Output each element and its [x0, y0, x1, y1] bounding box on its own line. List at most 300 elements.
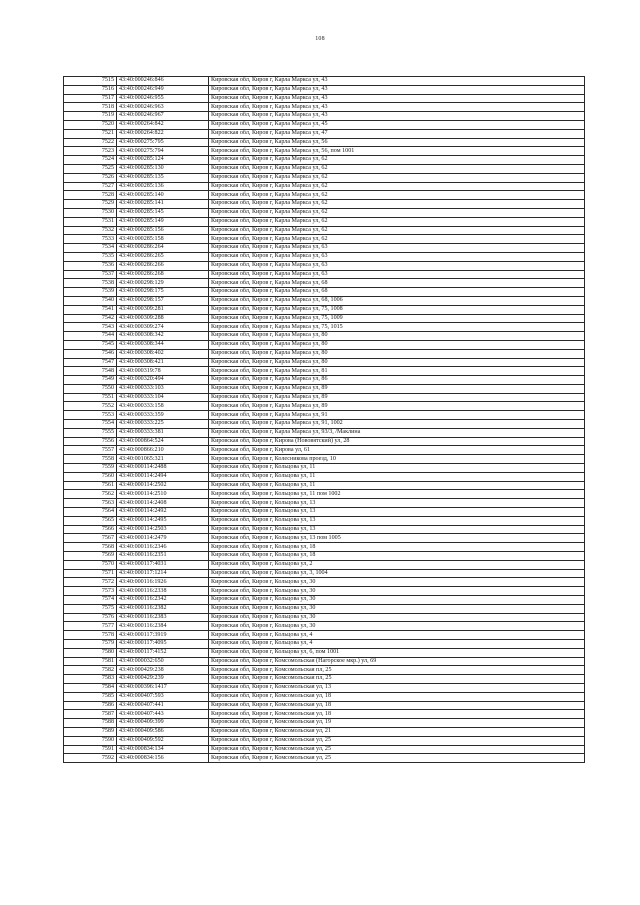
cadastral-number-cell: 43:40:000117:1214: [117, 569, 209, 578]
address-cell: Кировская обл, Киров г, Карла Маркса ул, 80: [209, 358, 585, 367]
table-row: [64, 613, 585, 622]
cadastral-number-cell: 43:40:000333:103: [117, 384, 209, 393]
table-row: [64, 279, 585, 288]
row-number-cell: 7580: [64, 648, 117, 657]
table-row: [64, 631, 585, 640]
table-row: [64, 543, 585, 552]
cadastral-number-cell: 43:40:000309:274: [117, 323, 209, 332]
table-row: [64, 340, 585, 349]
address-cell: Кировская обл, Киров г, Карла Маркса ул, 62: [209, 164, 585, 173]
row-number-cell: 7550: [64, 384, 117, 393]
row-number-cell: 7591: [64, 745, 117, 754]
row-number-cell: 7569: [64, 552, 117, 561]
table-row: [64, 560, 585, 569]
cadastral-number-cell: 43:40:000285:124: [117, 156, 209, 165]
address-cell: Кировская обл, Киров г, Карла Маркса ул, 93/3, /Маклина: [209, 428, 585, 437]
row-number-cell: 7519: [64, 112, 117, 121]
row-number-cell: 7526: [64, 173, 117, 182]
row-number-cell: 7548: [64, 367, 117, 376]
row-number-cell: 7517: [64, 94, 117, 103]
address-cell: Кировская обл, Киров г, Кольцова ул, 4: [209, 631, 585, 640]
address-cell: Кировская обл, Киров г, Кольцова ул, 13: [209, 508, 585, 517]
row-number-cell: 7562: [64, 490, 117, 499]
address-cell: Кировская обл, Киров г, Карла Маркса ул, 62: [209, 208, 585, 217]
cadastral-number-cell: 43:40:000333:158: [117, 402, 209, 411]
row-number-cell: 7552: [64, 402, 117, 411]
row-number-cell: 7545: [64, 340, 117, 349]
address-cell: Кировская обл, Киров г, Карла Маркса ул, 43: [209, 103, 585, 112]
address-cell: Кировская обл, Киров г, Кольцова ул, 18: [209, 543, 585, 552]
row-number-cell: 7535: [64, 252, 117, 261]
address-cell: Кировская обл, Киров г, Карла Маркса ул, 56, пом 1001: [209, 147, 585, 156]
row-number-cell: 7583: [64, 675, 117, 684]
row-number-cell: 7553: [64, 411, 117, 420]
cadastral-number-cell: 43:40:000246:963: [117, 103, 209, 112]
cadastral-number-cell: 43:40:000333:381: [117, 428, 209, 437]
table-row: [64, 200, 585, 209]
cadastral-number-cell: 43:40:000285:158: [117, 235, 209, 244]
row-number-cell: 7574: [64, 596, 117, 605]
table-row: [64, 692, 585, 701]
row-number-cell: 7542: [64, 314, 117, 323]
table-row: [64, 235, 585, 244]
cadastral-number-cell: 43:40:000114:2510: [117, 490, 209, 499]
address-cell: Кировская обл, Киров г, Карла Маркса ул, 45: [209, 120, 585, 129]
address-cell: Кировская обл, Киров г, Кольцова ул, 11: [209, 472, 585, 481]
address-cell: Кировская обл, Киров г, Карла Маркса ул, 89: [209, 393, 585, 402]
address-cell: Кировская обл, Киров г, Комсомольская пл, 25: [209, 675, 585, 684]
address-cell: Кировская обл, Киров г, Карла Маркса ул, 68, 1006: [209, 296, 585, 305]
row-number-cell: 7541: [64, 305, 117, 314]
cadastral-number-cell: 43:40:000116:2346: [117, 543, 209, 552]
table-row: [64, 393, 585, 402]
cadastral-number-cell: 43:40:000116:2351: [117, 552, 209, 561]
table-row: [64, 296, 585, 305]
row-number-cell: 7549: [64, 376, 117, 385]
address-cell: Кировская обл, Киров г, Комсомольская ул, 18: [209, 692, 585, 701]
table-row: [64, 376, 585, 385]
address-cell: Кировская обл, Киров г, Кольцова ул, 11: [209, 481, 585, 490]
address-cell: Кировская обл, Киров г, Комсомольская ул, 25: [209, 745, 585, 754]
cadastral-number-cell: 43:40:000285:135: [117, 173, 209, 182]
table-row: [64, 191, 585, 200]
row-number-cell: 7543: [64, 323, 117, 332]
row-number-cell: 7586: [64, 701, 117, 710]
cadastral-number-cell: 43:40:000116:2384: [117, 622, 209, 631]
table-row: [64, 437, 585, 446]
cadastral-number-cell: 43:40:000333:104: [117, 393, 209, 402]
table-row: [64, 745, 585, 754]
table-row: [64, 578, 585, 587]
cadastral-number-cell: 43:40:000114:2503: [117, 525, 209, 534]
table-row: [64, 569, 585, 578]
table-row: [64, 525, 585, 534]
table-row: [64, 455, 585, 464]
cadastral-number-cell: 43:40:000396:1417: [117, 683, 209, 692]
address-cell: Кировская обл, Киров г, Кольцова ул, 18: [209, 552, 585, 561]
cadastral-number-cell: 43:40:000864:524: [117, 437, 209, 446]
table-row: [64, 147, 585, 156]
table-row: [64, 622, 585, 631]
row-number-cell: 7525: [64, 164, 117, 173]
address-cell: Кировская обл, Киров г, Карла Маркса ул, 91, 1002: [209, 420, 585, 429]
address-cell: Кировская обл, Киров г, Карла Маркса ул, 81: [209, 367, 585, 376]
row-number-cell: 7524: [64, 156, 117, 165]
cadastral-number-cell: 43:40:000114:2492: [117, 508, 209, 517]
address-cell: Кировская обл, Киров г, Карла Маркса ул, 62: [209, 173, 585, 182]
address-cell: Кировская обл, Киров г, Комсомольская ул, 18: [209, 701, 585, 710]
cadastral-number-cell: 43:40:000114:2502: [117, 481, 209, 490]
row-number-cell: 7538: [64, 279, 117, 288]
cadastral-number-cell: 43:40:000319:78: [117, 367, 209, 376]
table-row: [64, 367, 585, 376]
table-row: [64, 428, 585, 437]
table-row: [64, 261, 585, 270]
registry-body: [64, 77, 585, 763]
cadastral-number-cell: 43:40:000032:650: [117, 657, 209, 666]
cadastral-number-cell: 43:40:000246:949: [117, 85, 209, 94]
row-number-cell: 7581: [64, 657, 117, 666]
table-row: [64, 77, 585, 86]
cadastral-number-cell: 43:40:000117:3919: [117, 631, 209, 640]
row-number-cell: 7537: [64, 270, 117, 279]
table-row: [64, 596, 585, 605]
cadastral-number-cell: 43:40:000409:592: [117, 736, 209, 745]
address-cell: Кировская обл, Киров г, Кольцова ул, 4: [209, 640, 585, 649]
row-number-cell: 7539: [64, 288, 117, 297]
table-row: [64, 314, 585, 323]
table-row: [64, 411, 585, 420]
table-row: [64, 120, 585, 129]
cadastral-number-cell: 43:40:000114:2408: [117, 499, 209, 508]
row-number-cell: 7556: [64, 437, 117, 446]
address-cell: Кировская обл, Киров г, Карла Маркса ул, 43: [209, 85, 585, 94]
row-number-cell: 7566: [64, 525, 117, 534]
table-row: [64, 640, 585, 649]
row-number-cell: 7575: [64, 604, 117, 613]
cadastral-number-cell: 43:40:000429:238: [117, 666, 209, 675]
table-row: [64, 323, 585, 332]
row-number-cell: 7551: [64, 393, 117, 402]
row-number-cell: 7527: [64, 182, 117, 191]
address-cell: Кировская обл, Киров г, Карла Маркса ул, 80: [209, 340, 585, 349]
address-cell: Кировская обл, Киров г, Карла Маркса ул, 62: [209, 226, 585, 235]
table-row: [64, 472, 585, 481]
table-row: [64, 288, 585, 297]
table-row: [64, 683, 585, 692]
row-number-cell: 7544: [64, 332, 117, 341]
cadastral-number-cell: 43:40:000298:129: [117, 279, 209, 288]
row-number-cell: 7515: [64, 77, 117, 86]
cadastral-number-cell: 43:40:000117:4095: [117, 640, 209, 649]
cadastral-number-cell: 43:40:000264:842: [117, 120, 209, 129]
table-row: [64, 446, 585, 455]
address-cell: Кировская обл, Киров г, Комсомольская ул, 21: [209, 727, 585, 736]
row-number-cell: 7565: [64, 516, 117, 525]
cadastral-number-cell: 43:40:000308:402: [117, 349, 209, 358]
cadastral-number-cell: 43:40:000114:2479: [117, 534, 209, 543]
table-row: [64, 719, 585, 728]
table-row: [64, 270, 585, 279]
row-number-cell: 7567: [64, 534, 117, 543]
table-row: [64, 675, 585, 684]
cadastral-number-cell: 43:40:000246:955: [117, 94, 209, 103]
address-cell: Кировская обл, Киров г, Кольцова ул, 30: [209, 613, 585, 622]
table-row: [64, 112, 585, 121]
row-number-cell: 7585: [64, 692, 117, 701]
table-row: [64, 358, 585, 367]
table-row: [64, 552, 585, 561]
cadastral-number-cell: 43:40:000407:441: [117, 701, 209, 710]
row-number-cell: 7579: [64, 640, 117, 649]
row-number-cell: 7568: [64, 543, 117, 552]
cadastral-number-cell: 43:40:000114:2495: [117, 516, 209, 525]
table-row: [64, 499, 585, 508]
table-row: [64, 208, 585, 217]
address-cell: Кировская обл, Киров г, Карла Маркса ул, 62: [209, 217, 585, 226]
table-row: [64, 182, 585, 191]
cadastral-number-cell: 43:40:000834:156: [117, 754, 209, 763]
table-row: [64, 94, 585, 103]
address-cell: Кировская обл, Киров г, Карла Маркса ул, 63: [209, 261, 585, 270]
address-cell: Кировская обл, Киров г, Карла Маркса ул, 91: [209, 411, 585, 420]
address-cell: Кировская обл, Киров г, Кирова ул, 61: [209, 446, 585, 455]
cadastral-number-cell: 43:40:000308:421: [117, 358, 209, 367]
table-row: [64, 156, 585, 165]
cadastral-number-cell: 43:40:000285:130: [117, 164, 209, 173]
address-cell: Кировская обл, Киров г, Кольцова ул, 30: [209, 622, 585, 631]
cadastral-number-cell: 43:40:000333:359: [117, 411, 209, 420]
address-cell: Кировская обл, Киров г, Карла Маркса ул, 43: [209, 77, 585, 86]
table-row: [64, 710, 585, 719]
row-number-cell: 7546: [64, 349, 117, 358]
table-row: [64, 754, 585, 763]
address-cell: Кировская обл, Киров г, Карла Маркса ул, 62: [209, 235, 585, 244]
table-row: [64, 508, 585, 517]
table-row: [64, 481, 585, 490]
address-cell: Кировская обл, Киров г, Кольцова ул, 3, 1004: [209, 569, 585, 578]
cadastral-number-cell: 43:40:000834:134: [117, 745, 209, 754]
table-row: [64, 332, 585, 341]
table-row: [64, 349, 585, 358]
cadastral-number-cell: 43:40:000866:210: [117, 446, 209, 455]
table-row: [64, 164, 585, 173]
row-number-cell: 7560: [64, 472, 117, 481]
table-row: [64, 701, 585, 710]
cadastral-number-cell: 43:40:000333:225: [117, 420, 209, 429]
address-cell: Кировская обл, Киров г, Кольцова ул, 30: [209, 596, 585, 605]
table-row: [64, 736, 585, 745]
cadastral-number-cell: 43:40:000286:265: [117, 252, 209, 261]
address-cell: Кировская обл, Киров г, Карла Маркса ул, 89: [209, 384, 585, 393]
table-row: [64, 305, 585, 314]
address-cell: Кировская обл, Киров г, Карла Маркса ул, 62: [209, 191, 585, 200]
row-number-cell: 7529: [64, 200, 117, 209]
table-row: [64, 138, 585, 147]
row-number-cell: 7576: [64, 613, 117, 622]
address-cell: Кировская обл, Киров г, Карла Маркса ул, 80: [209, 349, 585, 358]
address-cell: Кировская обл, Киров г, Карла Маркса ул, 56: [209, 138, 585, 147]
cadastral-number-cell: 43:40:000275:795: [117, 138, 209, 147]
address-cell: Кировская обл, Киров г, Карла Маркса ул, 62: [209, 200, 585, 209]
row-number-cell: 7547: [64, 358, 117, 367]
row-number-cell: 7592: [64, 754, 117, 763]
cadastral-number-cell: 43:40:000246:967: [117, 112, 209, 121]
address-cell: Кировская обл, Киров г, Карла Маркса ул, 68: [209, 279, 585, 288]
table-row: [64, 252, 585, 261]
row-number-cell: 7589: [64, 727, 117, 736]
address-cell: Кировская обл, Киров г, Комсомольская ул, 25: [209, 736, 585, 745]
table-row: [64, 103, 585, 112]
row-number-cell: 7590: [64, 736, 117, 745]
cadastral-number-cell: 43:40:000285:149: [117, 217, 209, 226]
cadastral-number-cell: 43:40:000114:2488: [117, 464, 209, 473]
cadastral-number-cell: 43:40:000298:157: [117, 296, 209, 305]
cadastral-number-cell: 43:40:000285:145: [117, 208, 209, 217]
cadastral-number-cell: 43:40:000116:2383: [117, 613, 209, 622]
address-cell: Кировская обл, Киров г, Карла Маркса ул, 63: [209, 270, 585, 279]
address-cell: Кировская обл, Киров г, Кольцова ул, 30: [209, 578, 585, 587]
cadastral-number-cell: 43:40:000407:593: [117, 692, 209, 701]
cadastral-number-cell: 43:40:000298:175: [117, 288, 209, 297]
table-row: [64, 129, 585, 138]
row-number-cell: 7588: [64, 719, 117, 728]
table-row: [64, 666, 585, 675]
address-cell: Кировская обл, Киров г, Комсомольская (Нагорское мкр.) ул, 69: [209, 657, 585, 666]
row-number-cell: 7578: [64, 631, 117, 640]
cadastral-number-cell: 43:40:000246:846: [117, 77, 209, 86]
address-cell: Кировская обл, Киров г, Карла Маркса ул, 43: [209, 94, 585, 103]
address-cell: Кировская обл, Киров г, Карла Маркса ул, 63: [209, 252, 585, 261]
cadastral-number-cell: 43:40:000116:2382: [117, 604, 209, 613]
cadastral-number-cell: 43:40:000286:264: [117, 244, 209, 253]
table-row: [64, 217, 585, 226]
row-number-cell: 7570: [64, 560, 117, 569]
table-row: [64, 173, 585, 182]
address-cell: Кировская обл, Киров г, Карла Маркса ул, 75, 1015: [209, 323, 585, 332]
address-cell: Кировская обл, Киров г, Кольцова ул, 13: [209, 499, 585, 508]
address-cell: Кировская обл, Киров г, Карла Маркса ул, 86: [209, 376, 585, 385]
cadastral-number-cell: 43:40:000429:239: [117, 675, 209, 684]
address-cell: Кировская обл, Киров г, Кольцова ул, 2: [209, 560, 585, 569]
address-cell: Кировская обл, Киров г, Кольцова ул, 13 пом 1005: [209, 534, 585, 543]
page-number: 108: [315, 36, 325, 42]
cadastral-number-cell: 43:40:000117:4031: [117, 560, 209, 569]
row-number-cell: 7536: [64, 261, 117, 270]
cadastral-number-cell: 43:40:000116:2342: [117, 596, 209, 605]
table-row: [64, 657, 585, 666]
cadastral-number-cell: 43:40:000285:136: [117, 182, 209, 191]
row-number-cell: 7557: [64, 446, 117, 455]
table-row: [64, 534, 585, 543]
row-number-cell: 7520: [64, 120, 117, 129]
cadastral-number-cell: 43:40:000285:156: [117, 226, 209, 235]
address-cell: Кировская обл, Киров г, Карла Маркса ул, 68: [209, 288, 585, 297]
address-cell: Кировская обл, Киров г, Карла Маркса ул, 62: [209, 156, 585, 165]
table-row: [64, 244, 585, 253]
cadastral-number-cell: 43:40:000409:399: [117, 719, 209, 728]
property-registry-table: [63, 76, 585, 763]
cadastral-number-cell: 43:40:000409:586: [117, 727, 209, 736]
address-cell: Кировская обл, Киров г, Карла Маркса ул, 89: [209, 402, 585, 411]
cadastral-number-cell: 43:40:000116:1926: [117, 578, 209, 587]
row-number-cell: 7571: [64, 569, 117, 578]
row-number-cell: 7554: [64, 420, 117, 429]
table-row: [64, 464, 585, 473]
row-number-cell: 7559: [64, 464, 117, 473]
table-row: [64, 516, 585, 525]
cadastral-number-cell: 43:40:000407:443: [117, 710, 209, 719]
row-number-cell: 7572: [64, 578, 117, 587]
cadastral-number-cell: 43:40:000309:288: [117, 314, 209, 323]
cadastral-number-cell: 43:40:000286:266: [117, 261, 209, 270]
address-cell: Кировская обл, Киров г, Комсомольская ул, 18: [209, 710, 585, 719]
cadastral-number-cell: 43:40:000114:2494: [117, 472, 209, 481]
cadastral-number-cell: 43:40:000285:141: [117, 200, 209, 209]
address-cell: Кировская обл, Киров г, Комсомольская пл, 25: [209, 666, 585, 675]
row-number-cell: 7530: [64, 208, 117, 217]
table-row: [64, 420, 585, 429]
row-number-cell: 7523: [64, 147, 117, 156]
table-row: [64, 85, 585, 94]
row-number-cell: 7564: [64, 508, 117, 517]
table-row: [64, 384, 585, 393]
address-cell: Кировская обл, Киров г, Кирова (Нововятский) ул, 28: [209, 437, 585, 446]
row-number-cell: 7521: [64, 129, 117, 138]
address-cell: Кировская обл, Киров г, Кольцова ул, 13: [209, 525, 585, 534]
cadastral-number-cell: 43:40:000117:4152: [117, 648, 209, 657]
row-number-cell: 7587: [64, 710, 117, 719]
address-cell: Кировская обл, Киров г, Комсомольская ул, 13: [209, 683, 585, 692]
cadastral-number-cell: 43:40:000308:342: [117, 332, 209, 341]
row-number-cell: 7532: [64, 226, 117, 235]
address-cell: Кировская обл, Киров г, Кольцова ул, 30: [209, 587, 585, 596]
address-cell: Кировская обл, Киров г, Карла Маркса ул, 80: [209, 332, 585, 341]
row-number-cell: 7534: [64, 244, 117, 253]
row-number-cell: 7555: [64, 428, 117, 437]
address-cell: Кировская обл, Киров г, Карла Маркса ул, 62: [209, 182, 585, 191]
table-row: [64, 648, 585, 657]
row-number-cell: 7528: [64, 191, 117, 200]
cadastral-number-cell: 43:40:000309:281: [117, 305, 209, 314]
row-number-cell: 7558: [64, 455, 117, 464]
cadastral-number-cell: 43:40:000264:822: [117, 129, 209, 138]
row-number-cell: 7522: [64, 138, 117, 147]
row-number-cell: 7531: [64, 217, 117, 226]
address-cell: Кировская обл, Киров г, Карла Маркса ул, 43: [209, 112, 585, 121]
address-cell: Кировская обл, Киров г, Кольцова ул, 13: [209, 516, 585, 525]
table-row: [64, 490, 585, 499]
address-cell: Кировская обл, Киров г, Карла Маркса ул, 75, 1008: [209, 305, 585, 314]
table-row: [64, 226, 585, 235]
address-cell: Кировская обл, Киров г, Кольцова ул, 6, пом 1001: [209, 648, 585, 657]
address-cell: Кировская обл, Киров г, Кольцова ул, 30: [209, 604, 585, 613]
address-cell: Кировская обл, Киров г, Кольцова ул, 11: [209, 464, 585, 473]
address-cell: Кировская обл, Киров г, Карла Маркса ул, 63: [209, 244, 585, 253]
address-cell: Кировская обл, Киров г, Карла Маркса ул, 47: [209, 129, 585, 138]
cadastral-number-cell: 43:40:000308:344: [117, 340, 209, 349]
address-cell: Кировская обл, Киров г, Колесникова проезд, 10: [209, 455, 585, 464]
row-number-cell: 7518: [64, 103, 117, 112]
table-row: [64, 587, 585, 596]
table-row: [64, 727, 585, 736]
cadastral-number-cell: 43:40:000320:494: [117, 376, 209, 385]
address-cell: Кировская обл, Киров г, Комсомольская ул, 25: [209, 754, 585, 763]
address-cell: Кировская обл, Киров г, Комсомольская ул, 19: [209, 719, 585, 728]
row-number-cell: 7516: [64, 85, 117, 94]
row-number-cell: 7533: [64, 235, 117, 244]
row-number-cell: 7577: [64, 622, 117, 631]
